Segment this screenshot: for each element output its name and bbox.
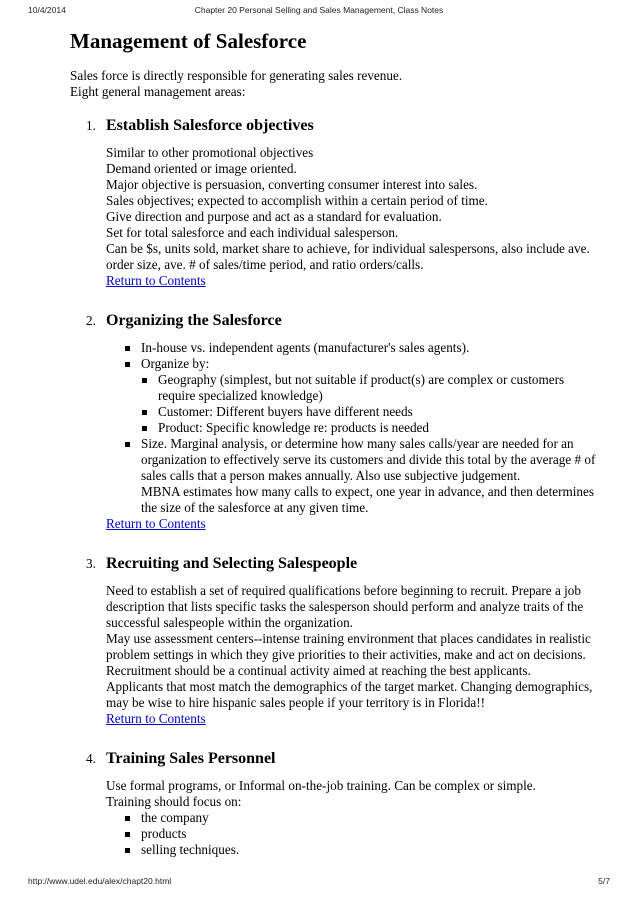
management-areas-list bbox=[70, 112, 600, 858]
section-objectives bbox=[86, 112, 600, 289]
section-heading: Establish Salesforce objectives bbox=[106, 117, 314, 134]
document-body bbox=[70, 28, 600, 876]
body-line: May use assessment centers--intense training environment that places candidates in realistic problem settings in which they give priorities to their activities, make and act on decisions. bbox=[106, 631, 591, 662]
section-body bbox=[106, 340, 600, 532]
intro-line: Eight general management areas: bbox=[70, 84, 246, 99]
body-line: Can be $s, units sold, market share to achieve, for individual salespersons, also include ave. order size, ave. # of sales/time period, and ratio orders/calls. bbox=[106, 241, 590, 272]
page-title: Management of Salesforce bbox=[70, 29, 307, 53]
section-number: 2. bbox=[86, 313, 96, 328]
body-line: Need to establish a set of required qualifications before beginning to recruit. Prepare a job description that lists specific tasks the salesperson should perform and analyze traits of the successful salespeople within the organization. bbox=[106, 583, 584, 630]
sub-list-item: Geography (simplest, but not suitable if product(s) are complex or customers require specialized knowledge) bbox=[158, 372, 600, 404]
body-line: Use formal programs, or Informal on-the-job training. Can be complex or simple. bbox=[106, 778, 536, 793]
section-number: 4. bbox=[86, 751, 96, 766]
body-line: Major objective is persuasion, converting consumer interest into sales. bbox=[106, 177, 478, 192]
body-line: Sales objectives; expected to accomplish within a certain period of time. bbox=[106, 193, 488, 208]
body-line: Give direction and purpose and act as a standard for evaluation. bbox=[106, 209, 442, 224]
section-number: 3. bbox=[86, 556, 96, 571]
list-item: selling techniques. bbox=[141, 842, 600, 858]
list-item: products bbox=[141, 826, 600, 842]
body-line: Training should focus on: bbox=[106, 794, 242, 809]
return-to-contents-link[interactable]: Return to Contents bbox=[106, 273, 206, 288]
body-line: Recruitment should be a continual activity aimed at reaching the best applicants. bbox=[106, 663, 531, 678]
list-item: the company bbox=[141, 810, 600, 826]
list-item-text: Size. Marginal analysis, or determine how many sales calls/year are needed for an organization to effectively serve its customers and divide this total by the average # of sales calls that a person makes annually. Also use subjective judgement. bbox=[141, 436, 596, 483]
bullet-list bbox=[106, 340, 600, 516]
list-item bbox=[141, 436, 600, 516]
list-item-text: MBNA estimates how many calls to expect, one year in advance, and then determines the size of the salesforce at any given time. bbox=[141, 484, 594, 515]
section-body bbox=[106, 583, 600, 727]
print-header bbox=[0, 5, 638, 19]
page-number: 5/7 bbox=[598, 876, 610, 886]
body-line: Applicants that most match the demographics of the target market. Changing demographics, may be wise to hire hispanic sales people if your territory is in Florida!! bbox=[106, 679, 593, 710]
section-heading: Recruiting and Selecting Salespeople bbox=[106, 555, 358, 572]
bullet-list bbox=[106, 810, 600, 858]
list-item bbox=[141, 356, 600, 436]
intro bbox=[70, 68, 600, 100]
section-body bbox=[106, 145, 600, 289]
print-date: 10/4/2014 bbox=[28, 5, 66, 15]
section-heading: Organizing the Salesforce bbox=[106, 312, 282, 329]
list-item-text: Organize by: bbox=[141, 356, 210, 371]
print-title: Chapter 20 Personal Selling and Sales Management, Class Notes bbox=[194, 5, 444, 15]
sub-list-item: Product: Specific knowledge re: products is needed bbox=[158, 420, 600, 436]
return-to-contents-link[interactable]: Return to Contents bbox=[106, 516, 206, 531]
section-heading: Training Sales Personnel bbox=[106, 750, 276, 767]
sub-bullet-list bbox=[141, 372, 600, 436]
body-line: Demand oriented or image oriented. bbox=[106, 161, 297, 176]
print-url: http://www.udel.edu/alex/chapt20.html bbox=[28, 876, 172, 886]
sub-list-item: Customer: Different buyers have different needs bbox=[158, 404, 600, 420]
section-organizing bbox=[86, 307, 600, 532]
intro-line: Sales force is directly responsible for generating sales revenue. bbox=[70, 68, 403, 83]
body-line: Set for total salesforce and each individual salesperson. bbox=[106, 225, 399, 240]
list-item: In-house vs. independent agents (manufacturer's sales agents). bbox=[141, 340, 600, 356]
body-line: Similar to other promotional objectives bbox=[106, 145, 314, 160]
return-to-contents-link[interactable]: Return to Contents bbox=[106, 711, 206, 726]
section-recruiting bbox=[86, 550, 600, 727]
section-number: 1. bbox=[86, 118, 96, 133]
section-training bbox=[86, 745, 600, 858]
section-body bbox=[106, 778, 600, 858]
